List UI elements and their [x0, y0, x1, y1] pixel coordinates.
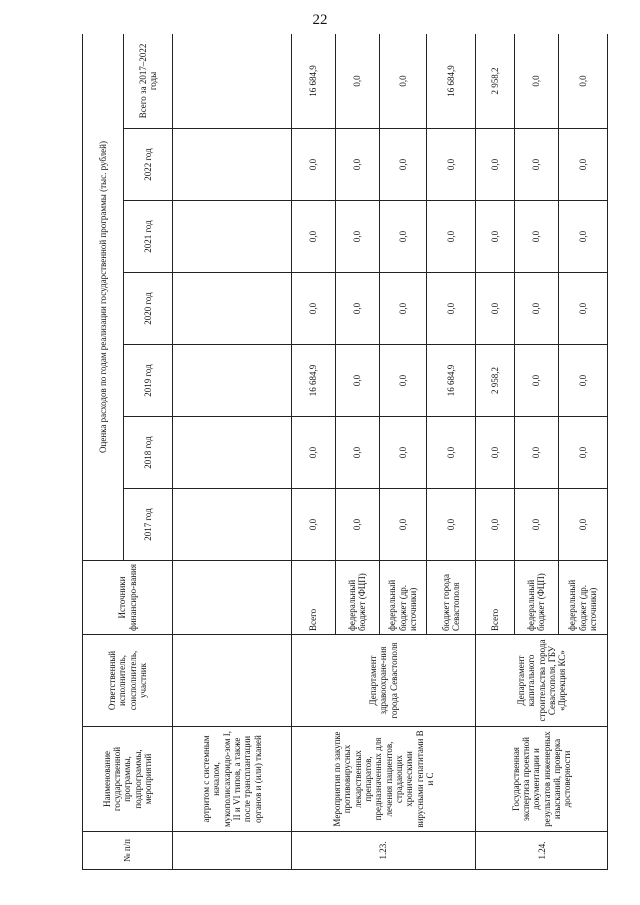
year-value: 0,0 [335, 201, 379, 273]
year-value: 0,0 [427, 201, 476, 273]
year-value: 0,0 [515, 489, 559, 561]
year-value: 0,0 [558, 345, 607, 417]
year-value: 0,0 [558, 417, 607, 489]
year-value: 16 684,9 [291, 345, 335, 417]
header-num: № п/п [83, 832, 173, 870]
item-name: Государственная экспертиза проектной документации и результатов инженерных изысканий, проверка достоверности [476, 727, 608, 832]
empty-cell [173, 417, 292, 489]
total-value: 16 684,9 [427, 34, 476, 129]
year-value: 0,0 [476, 417, 515, 489]
total-value: 0,0 [335, 34, 379, 129]
header-year: 2018 год [124, 417, 173, 489]
year-value: 0,0 [427, 273, 476, 345]
year-value: 0,0 [379, 489, 427, 561]
funding-source: федеральный бюджет (др. источники) [379, 561, 427, 635]
year-value: 0,0 [476, 129, 515, 201]
year-value: 0,0 [335, 273, 379, 345]
year-value: 0,0 [335, 345, 379, 417]
year-value: 0,0 [291, 417, 335, 489]
year-value: 0,0 [379, 345, 427, 417]
year-value: 0,0 [515, 129, 559, 201]
item-executor: Департамент капитального строительства города Севастополя, ГБУ «Дирекция КС» [476, 635, 608, 727]
budget-table [82, 34, 608, 870]
header-row-1 [83, 34, 124, 870]
year-value: 0,0 [335, 129, 379, 201]
header-year: 2022 год [124, 129, 173, 201]
table-row [291, 34, 335, 870]
header-year: 2019 год [124, 345, 173, 417]
header-source: Источники финансиро-вания [83, 561, 173, 635]
empty-cell [173, 34, 292, 129]
total-value: 2 958,2 [476, 34, 515, 129]
year-value: 2 958,2 [476, 345, 515, 417]
empty-cell [173, 273, 292, 345]
header-year-total: Всего за 2017–2022 годы [124, 34, 173, 129]
empty-cell [173, 561, 292, 635]
empty-cell [173, 201, 292, 273]
item-number: 1.23. [291, 832, 475, 870]
year-value: 0,0 [291, 489, 335, 561]
year-value: 16 684,9 [427, 345, 476, 417]
year-value: 0,0 [427, 489, 476, 561]
total-value: 0,0 [515, 34, 559, 129]
funding-source: федеральный бюджет (ФЦП) [335, 561, 379, 635]
year-value: 0,0 [379, 129, 427, 201]
year-value: 0,0 [515, 201, 559, 273]
year-value: 0,0 [291, 273, 335, 345]
year-value: 0,0 [427, 129, 476, 201]
item-executor: Департамент здравоохране-ния города Севастополя [291, 635, 475, 727]
header-name: Наименование государственной программы, подпрограммы, мероприятий [83, 727, 173, 832]
funding-source: Всего [291, 561, 335, 635]
year-value: 0,0 [515, 345, 559, 417]
empty-cell [173, 345, 292, 417]
year-value: 0,0 [476, 273, 515, 345]
year-value: 0,0 [427, 417, 476, 489]
year-value: 0,0 [515, 273, 559, 345]
year-value: 0,0 [379, 201, 427, 273]
page-number: 22 [312, 12, 328, 28]
continued-num-cell [173, 832, 292, 870]
year-value: 0,0 [558, 201, 607, 273]
funding-source: федеральный бюджет (ФЦП) [515, 561, 559, 635]
header-year: 2020 год [124, 273, 173, 345]
header-executor: Ответственный исполнитель, соисполнитель, участник [83, 635, 173, 727]
continued-name: артритом с системным началом, мукополисахаридо-зом I, II и VI типов, а также после трансплантации органов и (или) тканей [173, 727, 292, 832]
empty-cell [173, 129, 292, 201]
continued-row [173, 34, 292, 870]
header-year: 2021 год [124, 201, 173, 273]
funding-source: Всего [476, 561, 515, 635]
year-value: 0,0 [379, 417, 427, 489]
total-value: 0,0 [558, 34, 607, 129]
funding-source: бюджет города Севастополя [427, 561, 476, 635]
table-row [476, 34, 515, 870]
total-value: 0,0 [379, 34, 427, 129]
year-value: 0,0 [291, 201, 335, 273]
funding-source: федеральный бюджет (др. источники) [558, 561, 607, 635]
year-value: 0,0 [515, 417, 559, 489]
year-value: 0,0 [558, 489, 607, 561]
year-value: 0,0 [335, 489, 379, 561]
year-value: 0,0 [476, 201, 515, 273]
empty-cell [173, 635, 292, 727]
year-value: 0,0 [291, 129, 335, 201]
item-name: Мероприятия по закупке противовирусных лекарственных препаратов, предназначенных для лечения пациентов, страдающих хроническими вирусными гепатитами В и С [291, 727, 475, 832]
empty-cell [173, 489, 292, 561]
rotated-table-container [82, 34, 608, 870]
year-value: 0,0 [379, 273, 427, 345]
total-value: 16 684,9 [291, 34, 335, 129]
year-value: 0,0 [558, 129, 607, 201]
year-value: 0,0 [335, 417, 379, 489]
header-estimate: Оценка расходов по годам реализации государственной программы (тыс. рублей) [83, 34, 124, 561]
year-value: 0,0 [476, 489, 515, 561]
year-value: 0,0 [558, 273, 607, 345]
header-year: 2017 год [124, 489, 173, 561]
item-number: 1.24. [476, 832, 608, 870]
